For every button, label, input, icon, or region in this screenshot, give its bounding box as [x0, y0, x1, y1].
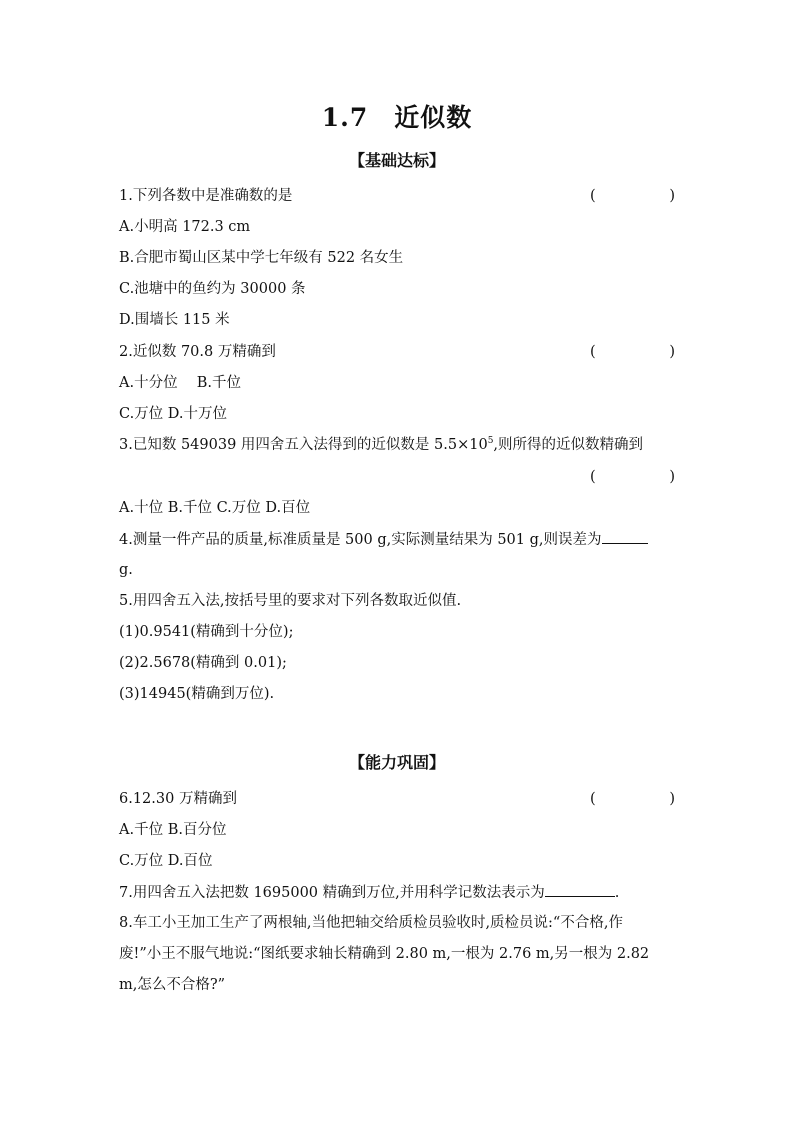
- question-5-stem: 5.用四舍五入法,按括号里的要求对下列各数取近似值.: [119, 593, 462, 609]
- question-1-option-c: C.池塘中的鱼约为 30000 条: [119, 281, 306, 297]
- question-6-stem: 6.12.30 万精确到: [119, 791, 237, 807]
- worksheet-page: 1.7 近似数 【基础达标】 1.下列各数中是准确数的是 ( ) A.小明高 172.3 cm B.合肥市蜀山区某中学七年级有 522 名女生 C.池塘中的鱼约为 30000 条 D.围墙长 115 米 2.近似数 70.8 万精确到 ( ) A.十分位 B.千位 C.万位 D.十万位 3.已知数 549039 用四舍五入法得到的近似数是 $5.5\times 10^5$,则所得的近似数精确到 ( ) A.十位 B.千位 C.万位 D.百位 4.测量一件产品的质量,标准质量是 500 g,实际测量结果为 501 g,则误差为 g. 5.用四舍五入法,按括号里的要求对下列各数取近似值. (1)0.9541(精确到十分位); (2)2.5678(精确到 0.01); (3)14945(精确到万位). 【能力巩固】 6.12.30 万精确到 ( ) A.千位 B.百分位 C.万位 D.百位 7.用四舍五入法把数 1695000 精确到万位,并用科学记数法表示为 . 8.车工小王加工生产了两根轴,当他把轴交给质检员验收时,质检员说:“不合格,作 废!”小王不服气地说:“图纸要求轴长精确到 2.80 m,一根为 2.76 m,另一根为 2.82 m,怎么不合格?”: [0, 0, 794, 1123]
- question-6-options-ab: A.千位 B.百分位: [119, 822, 227, 838]
- question-1-option-a: A.小明高 172.3 cm: [119, 219, 251, 235]
- answer-blank-q7[interactable]: [545, 882, 615, 897]
- question-5-part-1: (1)0.9541(精确到十分位);: [119, 624, 294, 640]
- question-2-options-ab: A.十分位 B.千位: [119, 375, 241, 391]
- question-3-options: A.十位 B.千位 C.万位 D.百位: [119, 500, 311, 516]
- question-2-stem: 2.近似数 70.8 万精确到: [119, 344, 276, 360]
- question-2-options-cd: C.万位 D.十万位: [119, 406, 228, 422]
- question-1-option-d: D.围墙长 115 米: [119, 312, 230, 328]
- question-3-stem: 3.已知数 549039 用四舍五入法得到的近似数是 $5.5\times 10^5$,则所得的近似数精确到: [119, 436, 644, 453]
- question-8-line-2: 废!”小王不服气地说:“图纸要求轴长精确到 2.80 m,一根为 2.76 m,另一根为 2.82: [119, 946, 650, 962]
- question-8-line-3: m,怎么不合格?”: [119, 977, 226, 993]
- question-6-options-cd: C.万位 D.百位: [119, 853, 213, 869]
- question-5-part-2: (2)2.5678(精确到 0.01);: [119, 655, 287, 671]
- section-heading-ability: 【能力巩固】: [348, 753, 445, 772]
- page-title: 1.7 近似数: [321, 103, 473, 132]
- question-4-unit: g.: [119, 562, 133, 578]
- question-1-option-b: B.合肥市蜀山区某中学七年级有 522 名女生: [119, 250, 404, 266]
- question-7-stem: 7.用四舍五入法把数 1695000 精确到万位,并用科学记数法表示为 .: [119, 882, 675, 903]
- answer-blank-q4[interactable]: [602, 529, 648, 544]
- question-5-part-3: (3)14945(精确到万位).: [119, 686, 275, 702]
- section-heading-basic: 【基础达标】: [348, 151, 445, 170]
- question-1-stem: 1.下列各数中是准确数的是: [119, 188, 293, 204]
- question-4-stem: 4.测量一件产品的质量,标准质量是 500 g,实际测量结果为 501 g,则误差为: [119, 529, 675, 550]
- question-8-line-1: 8.车工小王加工生产了两根轴,当他把轴交给质检员验收时,质检员说:“不合格,作: [119, 915, 623, 931]
